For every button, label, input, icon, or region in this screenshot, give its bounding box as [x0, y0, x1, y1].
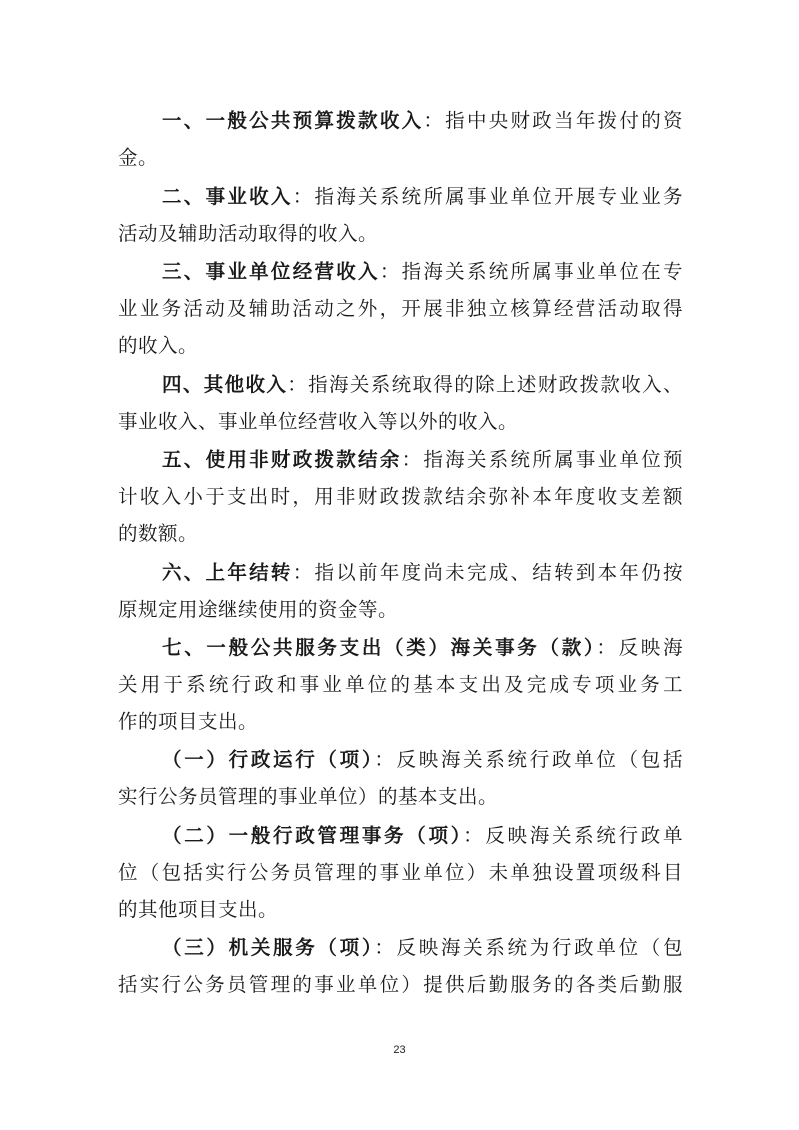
paragraph-2-line-1: [162, 183, 683, 211]
paragraph-9-line-3: [118, 896, 683, 924]
paragraph-2-line-2: [118, 220, 683, 248]
paragraph-7-line-3: [118, 708, 683, 736]
paragraph-7-line-2: [118, 671, 683, 699]
term-heading: 五、使用非财政拨款结余: [162, 448, 402, 471]
paragraph-7-line-1: [162, 634, 683, 662]
page-number: 23: [393, 1044, 406, 1056]
definition-text: 的其他项目支出。: [118, 898, 279, 921]
definition-text: ：指海关系统取得的除上述财政拨款收入、: [287, 373, 683, 396]
definition-text: 事业收入、事业单位经营收入等以外的收入。: [118, 410, 519, 433]
paragraph-10-line-1: [162, 934, 683, 962]
definition-text: ：指海关系统所属事业单位在专: [379, 260, 683, 283]
paragraph-3-line-2: [118, 295, 683, 323]
paragraph-10-line-2: [118, 971, 683, 999]
paragraph-8-line-1: [162, 746, 683, 774]
paragraph-9-line-2: [118, 859, 683, 887]
paragraph-6-line-1: [162, 559, 683, 587]
term-heading: （一）行政运行（项）: [162, 748, 375, 771]
term-heading: （二）一般行政管理事务（项）: [162, 824, 464, 847]
paragraph-5-line-2: [118, 483, 683, 511]
definition-text: ：反映海: [596, 636, 683, 659]
paragraph-4-line-2: [118, 408, 683, 436]
term-heading: 一、一般公共预算拨款收入: [162, 109, 424, 132]
paragraph-8-line-2: [118, 783, 683, 811]
term-heading: 三、事业单位经营收入: [162, 260, 380, 283]
paragraph-3-line-1: [162, 258, 683, 286]
term-heading: 六、上年结转: [162, 561, 293, 584]
definition-text: 作的项目支出。: [118, 710, 259, 733]
term-heading: 七、一般公共服务支出（类）海关事务（款）: [162, 636, 597, 659]
paragraph-6-line-2: [118, 596, 683, 624]
definition-text: ：反映海关系统行政单: [463, 824, 683, 847]
definition-text: ：指海关系统所属事业单位开展专业业务: [292, 185, 683, 208]
definition-text: 关用于系统行政和事业单位的基本支出及完成专项业务工: [118, 673, 683, 696]
definition-text: 的收入。: [118, 334, 199, 357]
definition-text: ：反映海关系统为行政单位（包: [374, 936, 683, 959]
paragraph-4-line-1: [162, 371, 683, 399]
paragraph-3-line-3: [118, 332, 683, 360]
definition-text: ：指以前年度尚未完成、结转到本年仍按: [292, 561, 683, 584]
definition-text: 活动及辅助活动取得的收入。: [118, 222, 379, 245]
term-heading: 四、其他收入: [162, 373, 288, 396]
definition-text: 业业务活动及辅助活动之外，开展非独立核算经营活动取得: [118, 297, 683, 320]
definition-text: ：指中央财政当年拨付的资: [423, 109, 683, 132]
term-heading: （三）机关服务（项）: [162, 936, 375, 959]
paragraph-1-line-2: [118, 144, 683, 172]
paragraph-5-line-1: [162, 446, 683, 474]
definition-text: 计收入小于支出时，用非财政拨款结余弥补本年度收支差额: [118, 485, 683, 508]
paragraph-1-line-1: [162, 107, 683, 135]
definition-text: 括实行公务员管理的事业单位）提供后勤服务的各类后勤服: [118, 973, 683, 996]
definition-text: 的数额。: [118, 522, 199, 545]
definition-text: 实行公务员管理的事业单位）的基本支出。: [118, 785, 499, 808]
definition-text: 金。: [118, 146, 159, 169]
definition-text: ：指海关系统所属事业单位预: [401, 448, 683, 471]
definition-text: 位（包括实行公务员管理的事业单位）未单独设置项级科目: [118, 861, 683, 884]
term-heading: 二、事业收入: [162, 185, 293, 208]
paragraph-9-line-1: [162, 822, 683, 850]
definition-text: ：反映海关系统行政单位（包括: [374, 748, 683, 771]
definition-text: 原规定用途继续使用的资金等。: [118, 598, 399, 621]
paragraph-5-line-3: [118, 520, 683, 548]
